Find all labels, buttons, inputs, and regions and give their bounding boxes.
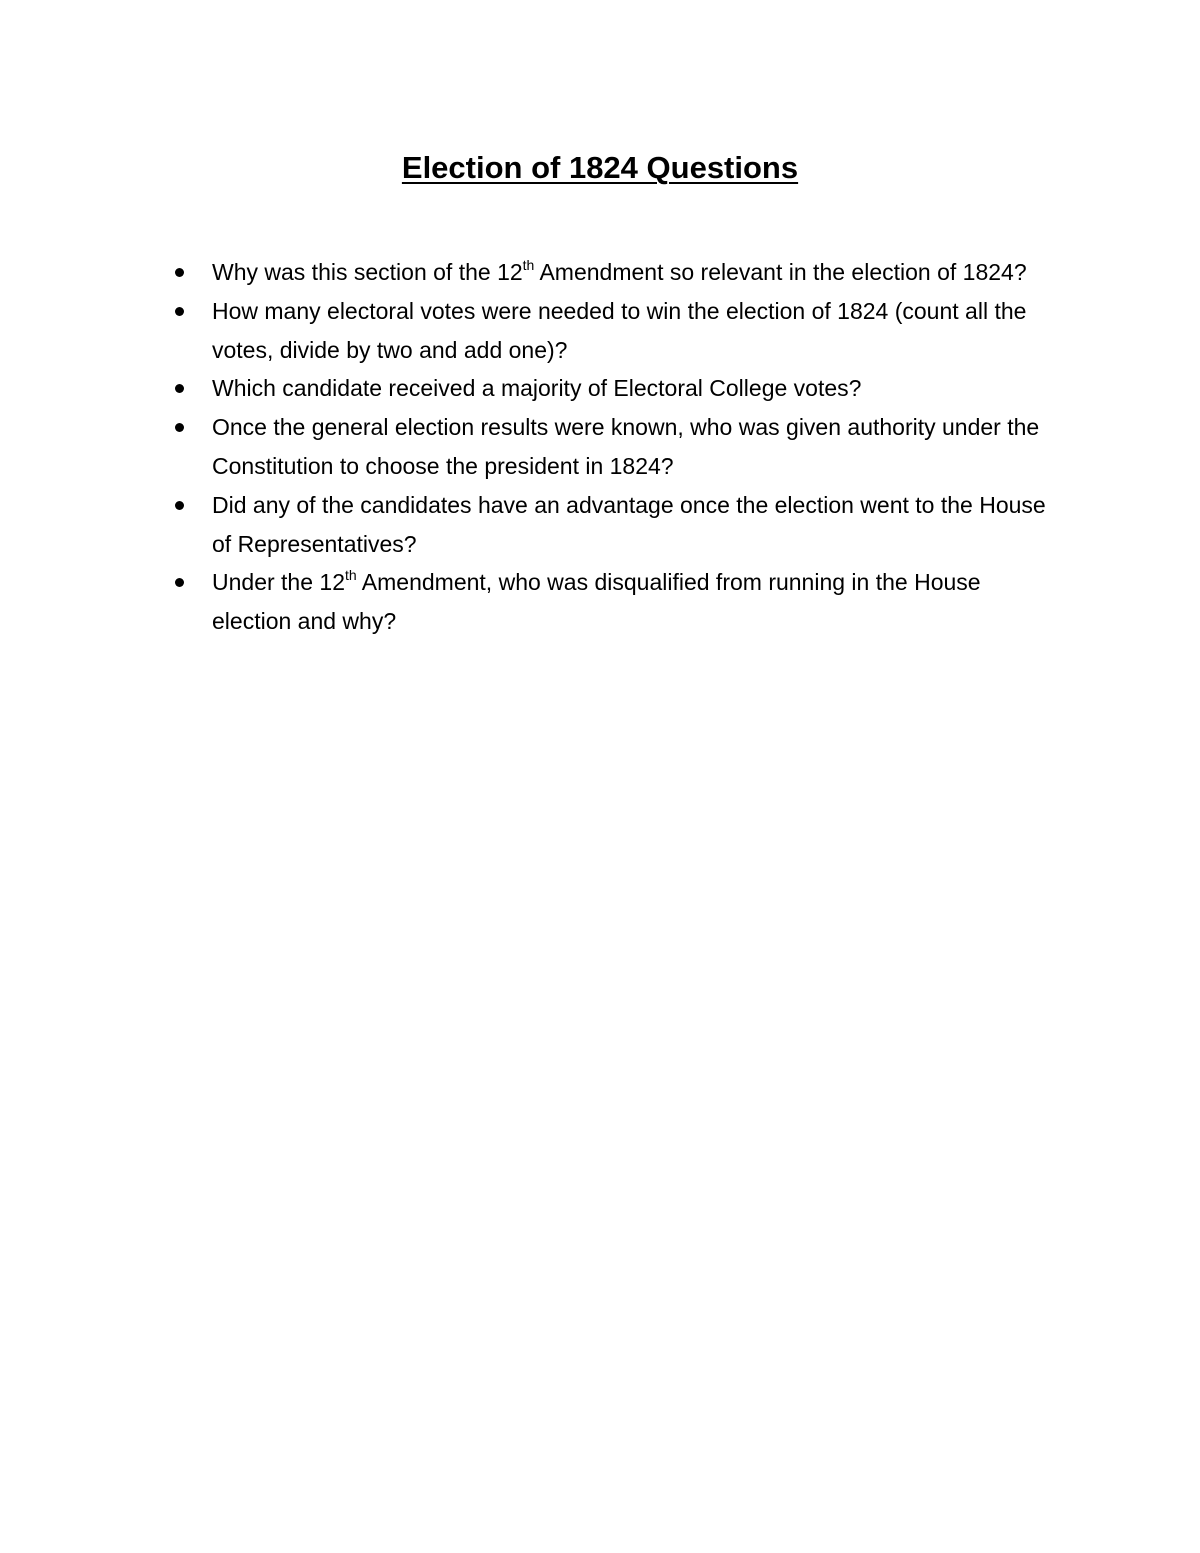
question-item: [212, 253, 1062, 292]
question-text: Which candidate received a majority of Electoral College votes?: [212, 375, 862, 402]
question-text: Under the 12: [212, 569, 345, 596]
bullet-icon: [175, 268, 184, 277]
bullet-icon: [175, 307, 184, 316]
ordinal-suffix: th: [344, 567, 357, 584]
question-text: Amendment, who was disqualified from running in the House election and why?: [212, 569, 981, 635]
page-title-text: Election of 1824 Questions: [401, 150, 799, 185]
bullet-icon: [175, 501, 184, 510]
question-item: [212, 369, 1062, 408]
bullet-icon: [175, 578, 184, 587]
question-item: [212, 486, 1062, 564]
question-item: [212, 292, 1062, 370]
question-text: Once the general election results were known, who was given authority under the Constitution to choose the president in 1824?: [212, 414, 1040, 479]
bullet-icon: [175, 423, 184, 432]
question-list: [212, 253, 1062, 641]
question-item: [212, 563, 1062, 641]
page-title: [0, 147, 1200, 189]
question-text: Why was this section of the 12: [212, 259, 523, 285]
question-text: Did any of the candidates have an advantage once the election went to the House of Representatives?: [212, 491, 1046, 557]
question-item: [212, 408, 1062, 486]
question-text: Amendment so relevant in the election of 1824?: [534, 259, 1027, 285]
bullet-icon: [175, 384, 184, 393]
ordinal-suffix: th: [522, 257, 535, 273]
question-text: How many electoral votes were needed to win the election of 1824 (count all the votes, divide by two and add one)?: [212, 297, 1027, 363]
